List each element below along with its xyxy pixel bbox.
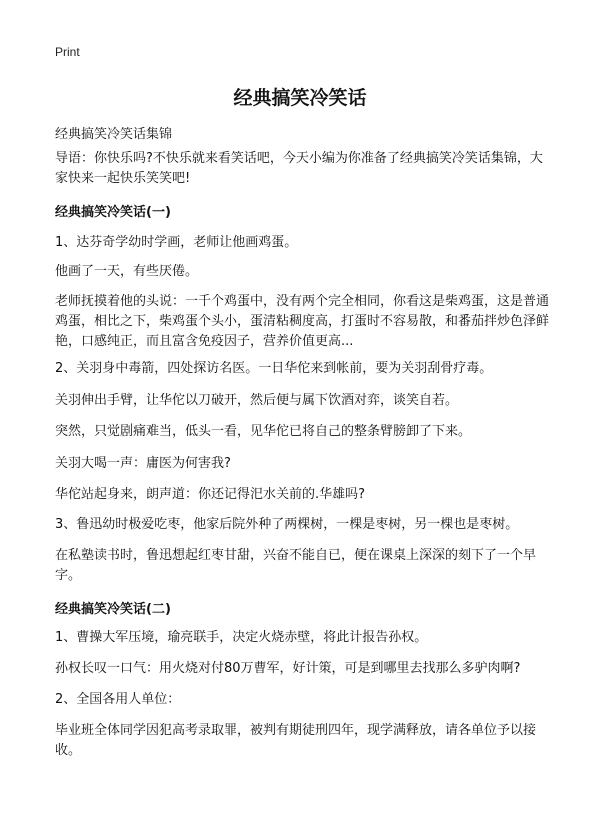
subtitle: 经典搞笑冷笑话集锦 xyxy=(55,127,173,142)
paragraph: 3、鲁迅幼时极爱吃枣，他家后院外种了两棵树，一棵是枣树，另一棵也是枣树。 xyxy=(55,517,519,532)
intro-paragraph: 导语：你快乐吗?不快乐就来看笑话吧，今天小编为你准备了经典搞笑冷笑话集锦，大家快来一起快乐笑笑吧! xyxy=(55,151,543,186)
paragraph: 在私塾读书时，鲁迅想起红枣甘甜，兴奋不能自已，便在课桌上深深的刻下了一个早字。 xyxy=(55,548,537,583)
paragraph: 老师抚摸着他的头说：一千个鸡蛋中，没有两个完全相同，你看这是柴鸡蛋，这是普通鸡蛋，相比之下，柴鸡蛋个头小，蛋清粘稠度高，打蛋时不容易散，和番茄拌炒色泽鲜艳，口感纯正，而且富含免疫因子，营养价值更高... xyxy=(55,294,550,349)
paragraph: 1、达芬奇学幼时学画，老师让他画鸡蛋。 xyxy=(55,235,298,250)
paragraph: 关羽大喝一声：庸医为何害我? xyxy=(55,456,231,471)
paragraph: 关羽伸出手臂，让华佗以刀破开，然后便与属下饮酒对弈，谈笑自若。 xyxy=(55,393,459,408)
paragraph: 孙权长叹一口气：用火烧对付80万曹军，好计策，可是到哪里去找那么多驴肉啊? xyxy=(55,661,521,676)
paragraph: 1、曹操大军压境，瑜亮联手，决定火烧赤壁，将此计报告孙权。 xyxy=(55,630,428,645)
paragraph: 突然，只觉剧痛难当，低头一看，见华佗已将自己的整条臂膀卸了下来。 xyxy=(55,424,472,439)
section-heading-1: 经典搞笑冷笑话(一) xyxy=(55,205,171,220)
paragraph: 他画了一天，有些厌倦。 xyxy=(55,264,199,279)
print-link[interactable]: Print xyxy=(55,45,80,59)
page-title: 经典搞笑冷笑话 xyxy=(233,87,367,109)
section-heading-2: 经典搞笑冷笑话(二) xyxy=(55,602,171,617)
paragraph: 华佗站起身来，朗声道：你还记得汜水关前的.华雄吗? xyxy=(55,487,366,502)
paragraph: 毕业班全体同学因犯高考录取罪，被判有期徒刑四年，现学满释放，请各单位予以接收。 xyxy=(55,723,537,758)
paragraph: 2、全国各用人单位： xyxy=(55,692,181,707)
paragraph: 2、关羽身中毒箭，四处探访名医。一日华佗来到帐前，要为关羽刮骨疗毒。 xyxy=(55,361,493,376)
